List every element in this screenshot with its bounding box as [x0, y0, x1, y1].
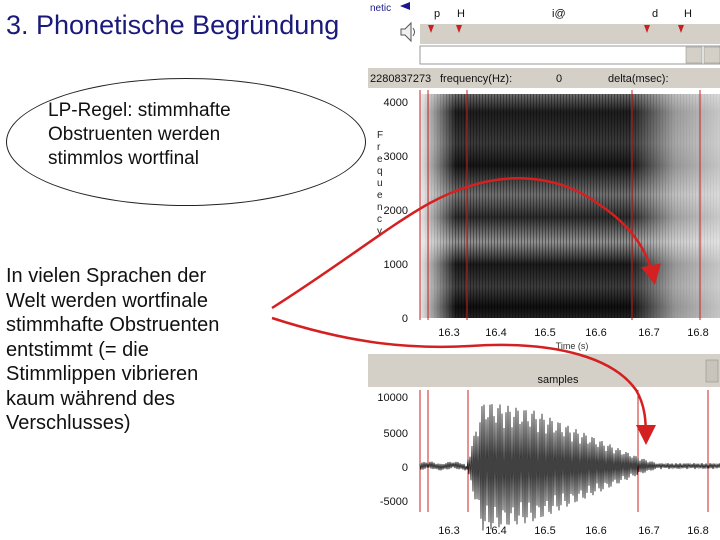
scroll-button[interactable] [686, 47, 702, 63]
wave-xtick: 16.4 [485, 525, 507, 537]
body-line: Stimmlippen vibrieren [6, 363, 199, 385]
praat-window [368, 0, 720, 540]
explanation-text [6, 264, 219, 436]
svg-text:e: e [377, 190, 383, 201]
wave-xtick: 16.3 [438, 525, 460, 537]
spec-ytick: 1000 [383, 259, 408, 271]
svg-text:y: y [377, 226, 382, 237]
freq-value: 0 [556, 73, 563, 85]
spec-xtick: 16.3 [438, 327, 460, 339]
spec-xlabel: Time (s) [555, 341, 589, 351]
rule-line: stimmlos wortfinal [48, 148, 199, 169]
spec-xtick: 16.8 [687, 327, 709, 339]
freq-label: frequency(Hz): [440, 73, 513, 85]
scroll-button[interactable] [706, 360, 718, 382]
spec-ytick: 3000 [383, 151, 408, 163]
spec-xtick: 16.5 [534, 327, 556, 339]
svg-text:r: r [377, 142, 381, 153]
body-line: kaum während des [6, 387, 175, 410]
slide-title: 3. Phonetische Begründung [6, 10, 340, 40]
wave-xtick: 16.6 [585, 525, 607, 537]
wave-ytick: 0 [401, 462, 408, 474]
header-fragment: netic [370, 3, 392, 14]
wave-ytick: 5000 [383, 428, 408, 440]
segment-label: H [457, 8, 465, 20]
spec-ytick: 4000 [383, 97, 408, 109]
svg-text:u: u [377, 178, 383, 189]
segment-label: p [434, 8, 441, 20]
body-line: Verschlusses) [6, 412, 131, 434]
body-line: In vielen Sprachen der [6, 265, 207, 287]
svg-text:q: q [377, 166, 383, 177]
rule-line: LP-Regel: stimmhafte [48, 100, 231, 121]
segment-label: d [652, 8, 659, 20]
segment-label: i@ [552, 8, 566, 20]
scroll-button[interactable] [704, 47, 720, 63]
wave-ytick: -5000 [379, 496, 408, 508]
body-line: entstimmt (= die [6, 338, 149, 361]
wave-xtick: 16.8 [687, 525, 709, 537]
svg-text:c: c [377, 214, 382, 225]
spec-xtick: 16.6 [585, 327, 607, 339]
spec-xtick: 16.4 [485, 327, 507, 339]
rule-line: Obstruenten werden [48, 124, 221, 145]
body-line: stimmhafte Obstruenten [6, 314, 220, 336]
delta-label: delta(msec): [608, 73, 669, 85]
speaker-icon[interactable] [398, 20, 418, 44]
svg-text:F: F [377, 130, 384, 141]
spec-ytick: 0 [401, 313, 408, 325]
segment-label: H [684, 8, 692, 20]
body-line: Welt werden wortfinale [6, 289, 208, 312]
wave-xtick: 16.5 [534, 525, 556, 537]
wave-title: samples [537, 374, 579, 386]
spec-xtick: 16.7 [638, 327, 660, 339]
rule-text [48, 99, 231, 171]
spec-ytick: 2000 [383, 205, 408, 217]
svg-text:e: e [377, 154, 383, 165]
spectrogram-image [420, 94, 720, 318]
wave-ytick: 10000 [377, 392, 408, 404]
wave-xtick: 16.7 [638, 525, 660, 537]
info-time: 2280837273 [370, 73, 432, 85]
svg-text:n: n [377, 202, 383, 213]
